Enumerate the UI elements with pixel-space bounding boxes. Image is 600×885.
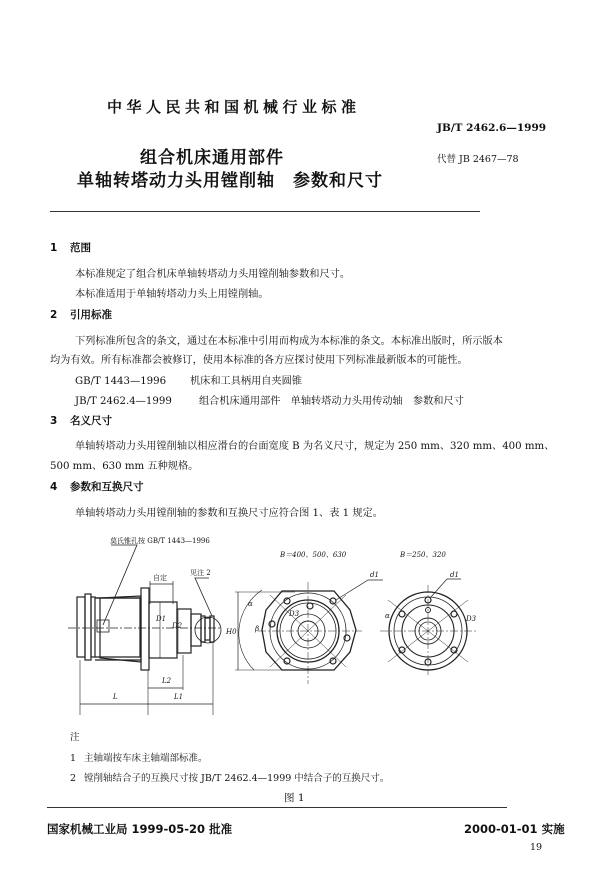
section-1-paragraph-2: 本标准适用于单轴转塔动力头上用镗削轴。 — [75, 289, 269, 300]
label-see-note-2: 见注 2 — [190, 569, 211, 577]
section-2-paragraph-1: 下列标准所包含的条文，通过在本标准中引用而构成为本标准的条文。本标准出版时，所示版本 — [75, 336, 503, 347]
label-L1: L1 — [174, 693, 184, 701]
approval-info: 国家机械工业局 1999-05-20 批准 — [47, 822, 233, 836]
label-H0: H0 — [226, 628, 237, 636]
document-title-line2: 单轴转塔动力头用镗削轴 参数和尺寸 — [77, 171, 383, 191]
implementation-info: 2000-01-01 实施 — [464, 822, 565, 836]
section-2-paragraph-2: 均为有效。所有标准都会被修订，使用本标准的各方应探讨使用下列标准最新版本的可能性。 — [50, 355, 468, 366]
section-3-paragraph-1: 单轴转塔动力头用镗削轴以相应滑台的台面宽度 B 为名义尺寸，规定为 250 mm、320 mm、400 mm、 — [75, 441, 555, 452]
page-number: 19 — [530, 842, 543, 853]
section-1-paragraph-1: 本标准规定了组合机床单轴转塔动力头用镗削轴参数和尺寸。 — [75, 269, 351, 280]
reference-2: JB/T 2462.4—1999 组合机床通用部件 单轴转塔动力头用传动轴 参数和尺寸 — [75, 396, 464, 407]
section-3-paragraph-2: 500 mm、630 mm 五种规格。 — [50, 461, 199, 472]
label-L: L — [113, 693, 118, 701]
standard-code: JB/T 2462.6—1999 — [437, 122, 547, 134]
document-title-line1: 组合机床通用部件 — [140, 148, 284, 168]
section-4-paragraph-1: 单轴转塔动力头用镗削轴的参数和互换尺寸应符合图 1、表 1 规定。 — [75, 508, 383, 519]
label-self-defined: 自定 — [153, 574, 167, 582]
label-taper-note: 莫氏锥孔按 GB/T 1443—1996 — [110, 537, 210, 545]
label-beta: β — [255, 625, 260, 633]
replaces-standard: 代替 JB 2467—78 — [437, 154, 519, 165]
note-1: 1 主轴端按车床主轴端部标准。 — [70, 753, 208, 764]
label-D2: D2 — [172, 622, 183, 630]
label-view-large: B＝400、500、630 — [280, 551, 347, 559]
section-4-heading: 4 参数和互换尺寸 — [50, 481, 144, 493]
label-D1: D1 — [156, 615, 167, 623]
issuing-organization: 中华人民共和国机械行业标准 — [107, 98, 361, 116]
label-view-small: B＝250、320 — [400, 551, 446, 559]
label-L2: L2 — [162, 677, 172, 685]
label-D3-small: D3 — [466, 615, 477, 623]
note-2: 2 镗削轴结合子的互换尺寸按 JB/T 2462.4—1999 中结合子的互换尺寸。 — [70, 773, 390, 784]
footer-divider — [47, 807, 507, 808]
label-alpha-small: α — [385, 612, 390, 620]
label-d1-small: d1 — [450, 571, 459, 579]
notes-title: 注 — [70, 732, 80, 743]
label-d1-large: d1 — [370, 571, 379, 579]
section-1-heading: 1 范围 — [50, 242, 91, 254]
section-3-heading: 3 名义尺寸 — [50, 415, 112, 427]
label-D3-large: D3 — [289, 610, 300, 618]
label-alpha-large: α — [248, 600, 253, 608]
figure-caption: 图 1 — [284, 792, 305, 804]
reference-1: GB/T 1443—1996 机床和工具柄用自夹圆锥 — [75, 376, 303, 387]
section-2-heading: 2 引用标准 — [50, 309, 112, 321]
